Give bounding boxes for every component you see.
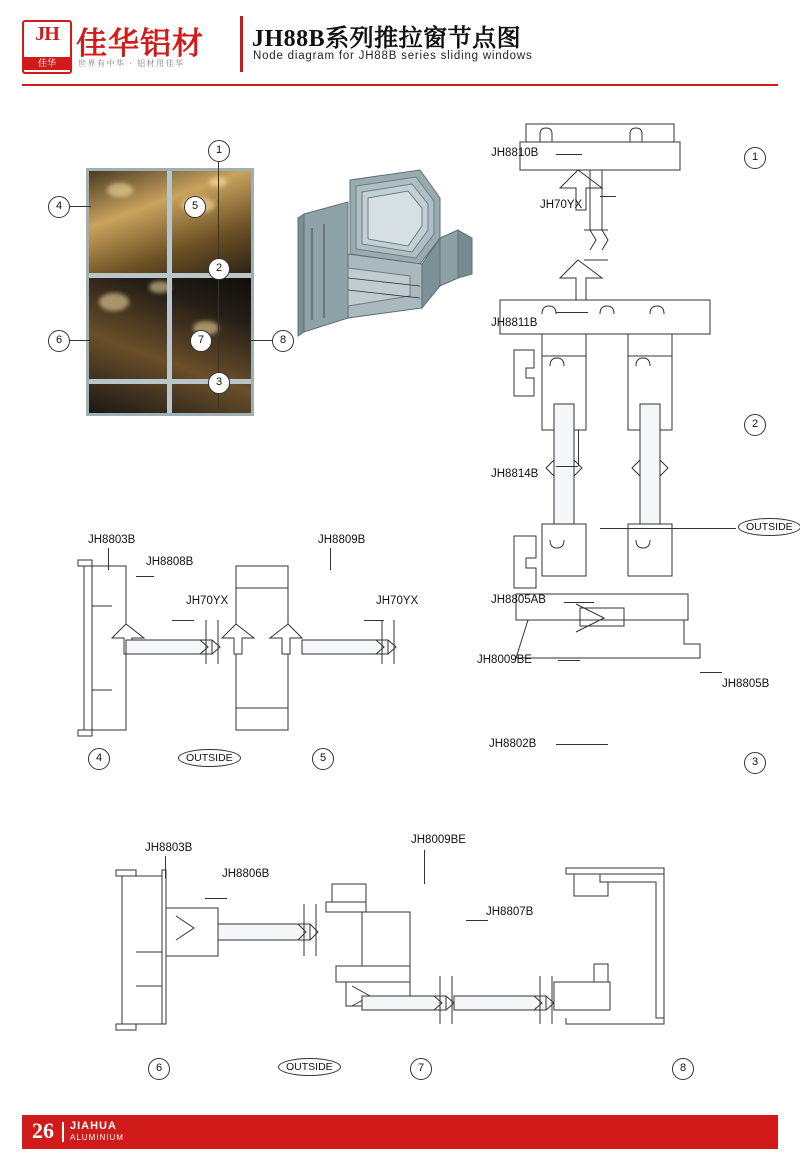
callout-6: 6 [48,330,70,352]
label-jh8803b-bottom: JH8803B [145,842,193,854]
brand-logo [22,18,234,74]
middle-node-diagrams [60,548,460,768]
profile-3d-render [290,168,486,368]
logo-jh-text: JH [35,23,59,45]
leader-line-1 [218,158,219,408]
logo-mark-icon [22,20,72,74]
label-jh8009be-right: JH8009BE [477,654,532,666]
label-jh8805ab: JH8805AB [491,594,546,606]
label-jh70yx-mid2: JH70YX [376,595,419,607]
leader-jh8009be-right [558,660,580,661]
footer-divider [62,1122,64,1142]
label-jh8806b: JH8806B [222,868,270,880]
leader-jh8809b [330,548,331,570]
brand-slogan: 世界有中华 · 铝材用佳华 [78,59,185,68]
right-node-diagrams [480,104,800,804]
photo-vertical-mullion [167,171,172,413]
header-divider [240,16,243,72]
callout-8: 8 [272,330,294,352]
callout-1: 1 [208,140,230,162]
leader-jh8814b-v [578,430,579,466]
leader-jh8803b-bottom [165,856,166,878]
page-header [0,0,800,86]
leader-jh8803b-mid [108,548,109,570]
leader-jh8808b [136,576,154,577]
callout-3: 3 [208,372,230,394]
callout-2: 2 [208,258,230,280]
leader-jh8009be-bottom [424,850,425,884]
callout-8-node: 8 [672,1058,694,1080]
callout-2-node: 2 [744,414,766,436]
outside-label-bottom: OUTSIDE [278,1058,341,1076]
leader-jh8811b [556,312,588,313]
callout-5: 5 [184,196,206,218]
label-jh8009be-bottom: JH8009BE [411,834,466,846]
leader-jh8805b [700,672,722,673]
page-title-en: Node diagram for JH88B series sliding windows [253,50,533,62]
leader-jh8802b [556,744,608,745]
brand-name-cn: 佳华铝材 [76,26,204,61]
leader-jh8810b [556,154,582,155]
leader-jh8806b [205,898,227,899]
label-jh8810b: JH8810B [491,147,539,159]
label-jh8808b: JH8808B [146,556,194,568]
leader-jh70yx-mid2 [364,620,384,621]
callout-4-node: 4 [88,748,110,770]
header-rule [22,84,778,86]
label-jh70yx-right: JH70YX [540,199,583,211]
label-jh70yx-mid1: JH70YX [186,595,229,607]
leader-jh8814b [556,466,578,467]
label-jh8805b: JH8805B [722,678,770,690]
label-jh8807b: JH8807B [486,906,534,918]
bottom-node-diagrams [100,856,720,1056]
leader-line-8 [250,340,272,341]
page-title-cn: JH88B系列推拉窗节点图 [252,26,522,52]
callout-3-node: 3 [744,752,766,774]
page-number: 26 [32,1118,54,1143]
outside-label-right: OUTSIDE [738,518,800,536]
leader-jh70yx-mid1 [172,620,194,621]
label-jh8809b: JH8809B [318,534,366,546]
callout-4: 4 [48,196,70,218]
outside-label-middle: OUTSIDE [178,749,241,767]
callout-5-node: 5 [312,748,334,770]
leader-jh70yx-right [600,196,616,197]
label-jh8814b: JH8814B [491,468,539,480]
page-footer [22,1115,778,1149]
footer-brand-sub: ALUMINIUM [70,1133,124,1142]
label-jh8803b-mid: JH8803B [88,534,136,546]
logo-cn-small: 佳华 [24,57,70,70]
label-jh8811b: JH8811B [491,317,538,329]
leader-jh8805ab [564,602,594,603]
render-svg [290,168,486,368]
callout-7: 7 [190,330,212,352]
callout-7-node: 7 [410,1058,432,1080]
callout-6-node: 6 [148,1058,170,1080]
footer-brand-name: JIAHUA [70,1120,117,1132]
leader-jh8807b [466,920,488,921]
outside-leader-right [600,528,736,529]
label-jh8802b: JH8802B [489,738,537,750]
callout-1-node: 1 [744,147,766,169]
